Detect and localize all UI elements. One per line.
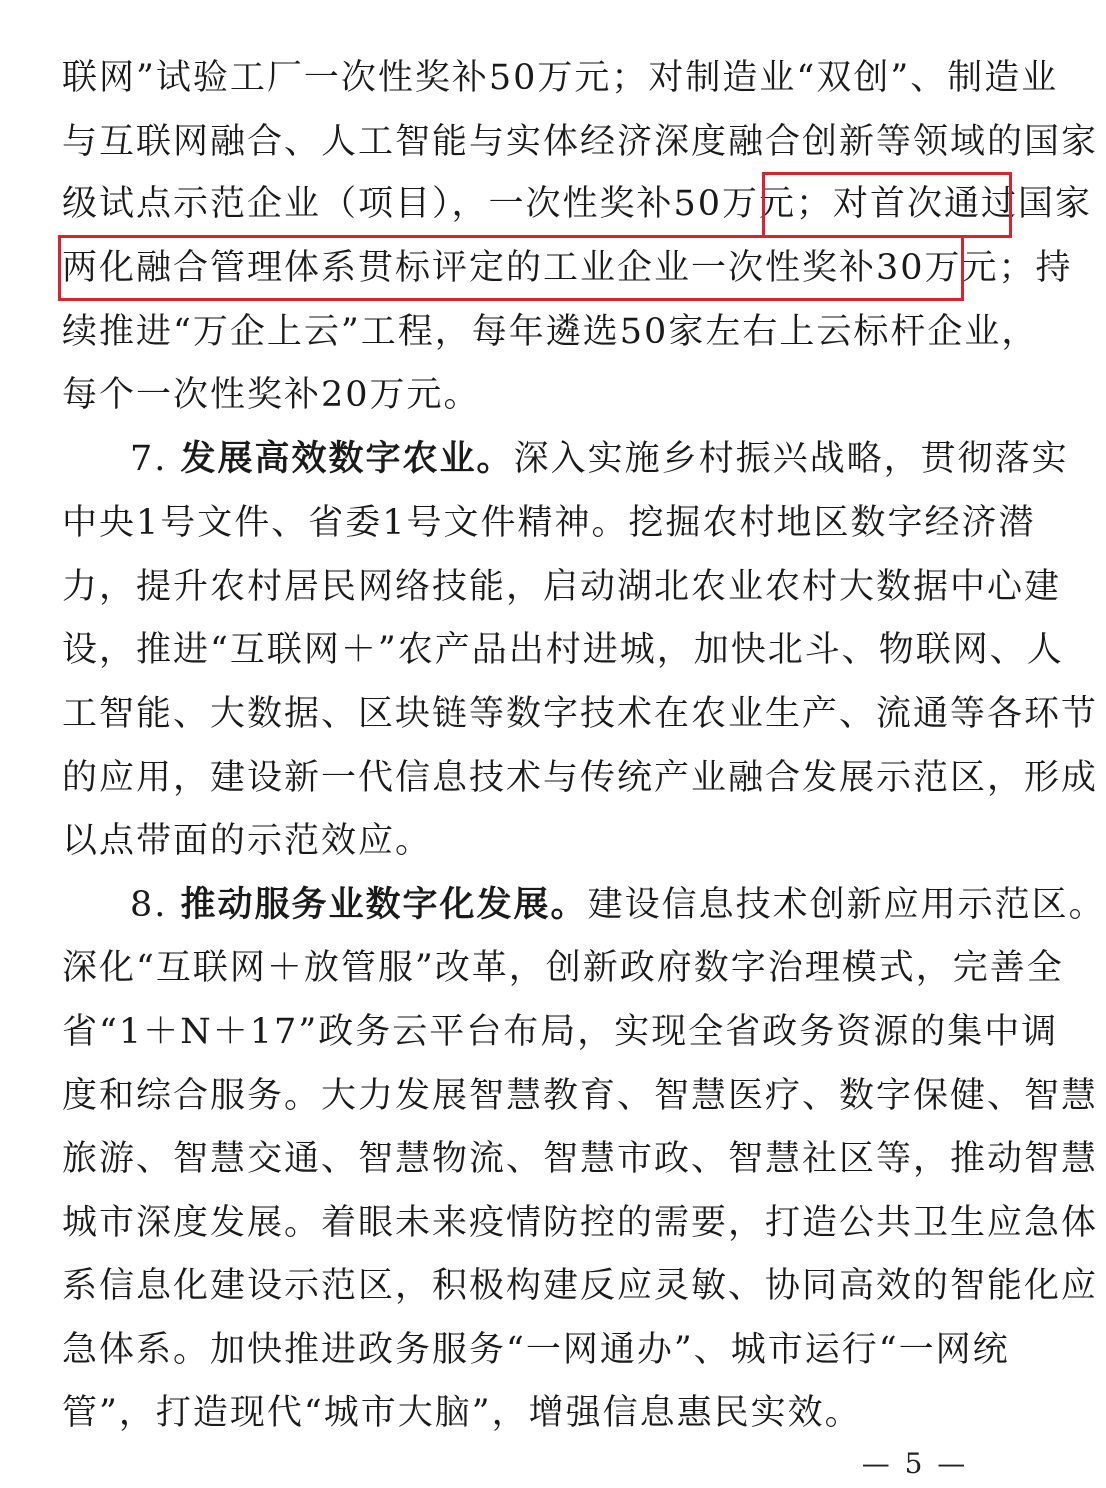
section-number: 8. [130, 885, 168, 925]
text-line: 城市深度发展。着眼未来疫情防控的需要，打造公共卫生应急体 [62, 1203, 1099, 1243]
text-segment: 建设信息技术创新应用示范区。 [587, 885, 1106, 925]
text-line: 旅游、智慧交通、智慧物流、智慧市政、智慧社区等，推动智慧 [62, 1139, 1099, 1179]
highlight-box [762, 172, 1012, 238]
section-8-first-line [130, 883, 1106, 927]
text-line: 管”，打造现代“城市大脑”，增强信息惠民实效。 [62, 1393, 862, 1433]
page-number: — 5 — [861, 1447, 969, 1480]
text-line: 工智能、大数据、区块链等数字技术在农业生产、流通等各环节 [62, 694, 1099, 734]
text-segment: 持 [1035, 248, 1073, 288]
section-7-first-line [130, 437, 1069, 481]
highlight-box [58, 235, 964, 301]
text-line: 深化“互联网＋放管服”改革，创新政府数字治理模式，完善全 [62, 948, 1064, 988]
text-line: 设，推进“互联网＋”农产品出村进城，加快北斗、物联网、人 [62, 630, 1064, 670]
text-line: 与互联网融合、人工智能与实体经济深度融合创新等领域的国家 [62, 122, 1099, 162]
text-line: 力，提升农村居民网络技能，启动湖北农业农村大数据中心建 [62, 567, 1062, 607]
text-line: 联网”试验工厂一次性奖补50万元；对制造业“双创”、制造业 [62, 58, 1059, 98]
text-line: 中央1号文件、省委1号文件精神。挖掘农村地区数字经济潜 [62, 503, 1036, 543]
highlighted-text: 两化融合管理体系贯标评定的工业企业一次性奖补30万元； [62, 248, 1036, 288]
text-line: 的应用，建设新一代信息技术与传统产业融合发展示范区，形成 [62, 758, 1099, 798]
text-segment: 级试点示范企业（项目），一次性奖补50万元； [62, 184, 834, 224]
text-line: 急体系。加快推进政务服务“一网通办”、城市运行“一网统 [62, 1330, 1010, 1370]
text-line: 每个一次性奖补20万元。 [62, 375, 481, 415]
highlighted-text: 对首次通过国家 [833, 184, 1093, 224]
text-line: 省“1＋N＋17”政务云平台布局，实现全省政务资源的集中调 [62, 1012, 1059, 1052]
text-line: 以点带面的示范效应。 [62, 821, 433, 861]
text-line: 系信息化建设示范区，积极构建反应灵敏、协同高效的智能化应 [62, 1266, 1099, 1306]
text-segment: 深入实施乡村振兴战略，贯彻落实 [513, 439, 1069, 479]
text-line: 度和综合服务。大力发展智慧教育、智慧医疗、数字保健、智慧 [62, 1076, 1099, 1116]
section-heading: 推动服务业数字化发展。 [180, 884, 588, 925]
section-heading: 发展高效数字农业。 [180, 438, 514, 479]
text-line: 续推进“万企上云”工程，每年遴选50家左右上云标杆企业， [62, 312, 1039, 352]
section-number: 7. [130, 439, 168, 479]
